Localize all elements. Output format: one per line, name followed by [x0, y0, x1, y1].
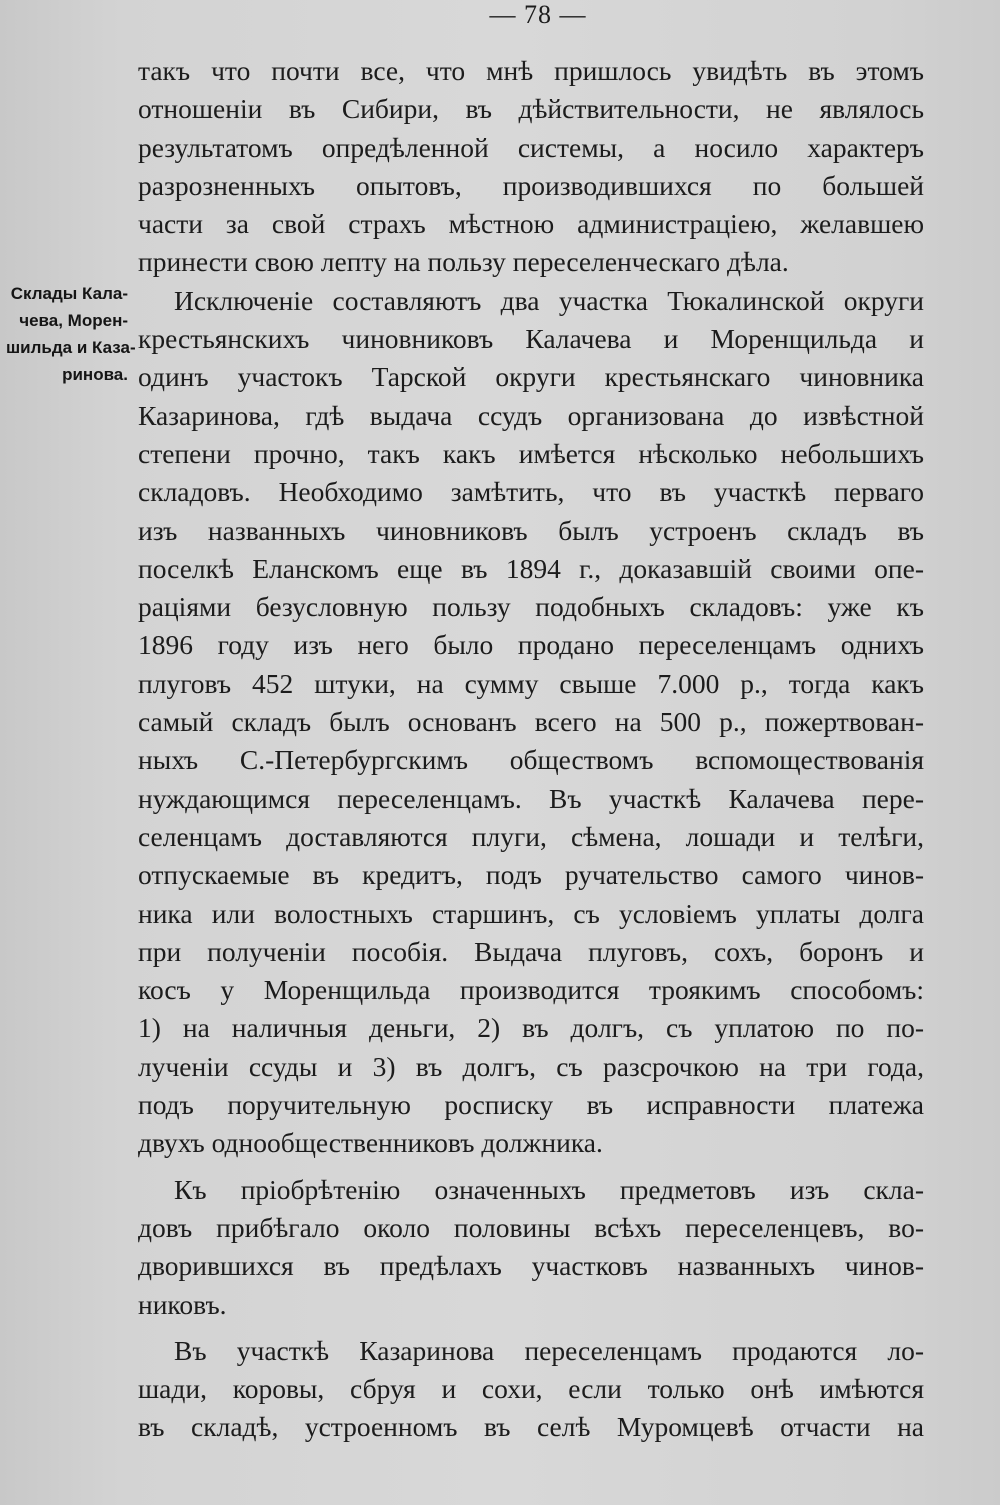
text-line: Къ пріобрѣтенію означенныхъ предметовъ изъ скла-	[174, 1173, 924, 1205]
margin-note-line: Склады Кала-	[10, 284, 128, 303]
text-line: одинъ участокъ Тарской округи крестьянскаго чиновника	[138, 361, 924, 393]
text-line: крестьянскихъ чиновниковъ Калачева и Моренщильда и	[138, 323, 924, 355]
paragraph	[138, 1332, 924, 1447]
text-line: довъ прибѣгало около половины всѣхъ переселенцевъ, во-	[138, 1211, 924, 1243]
text-line: ника или волостныхъ старшинъ, съ условіемъ уплаты долга	[138, 897, 924, 929]
text-line: въ складѣ, устроенномъ въ селѣ Муромцевѣ отчасти на	[138, 1411, 924, 1443]
text-line: принести свою лепту на пользу переселенческаго дѣла.	[138, 246, 789, 278]
text-line: селенцамъ доставляются плуги, сѣмена, лошади и телѣги,	[138, 820, 924, 852]
text-line: поселкѣ Еланскомъ еще въ 1894 г., доказавшій своими опе-	[138, 552, 924, 584]
text-line: части за свой страхъ мѣстною администраціею, желавшею	[138, 208, 924, 240]
text-line: раціями безусловную пользу подобныхъ складовъ: уже къ	[138, 591, 924, 623]
text-line: складовъ. Необходимо замѣтить, что въ участкѣ перваго	[138, 476, 924, 508]
paragraph	[138, 52, 924, 282]
text-line: при полученіи пособія. Выдача плуговъ, сохъ, боронъ и	[138, 935, 924, 967]
text-line: 1) на наличныя деньги, 2) въ долгъ, съ уплатою по по-	[138, 1012, 924, 1044]
text-line: отпускаемые въ кредитъ, подъ ручательство самого чинов-	[138, 859, 924, 891]
text-line: 1896 году изъ него было продано переселенцамъ однихъ	[138, 629, 924, 661]
text-line: Исключеніе составляютъ два участка Тюкалинской округи	[174, 284, 924, 316]
paragraph	[138, 282, 924, 1163]
text-line: такъ что почти все, что мнѣ пришлось увидѣть въ этомъ	[138, 55, 924, 86]
paragraph	[138, 1171, 924, 1324]
body-text	[138, 52, 924, 1447]
text-line: двухъ однообщественниковъ должника.	[138, 1127, 603, 1159]
margin-note-line: чева, Морен-	[19, 311, 128, 330]
text-line: разрозненныхъ опытовъ, производившихся по большей	[138, 169, 924, 201]
text-line: степени прочно, такъ какъ имѣется нѣсколько небольшихъ	[138, 437, 924, 469]
text-line: отношеніи въ Сибири, въ дѣйствительности, не являлось	[138, 93, 924, 125]
text-line: Казаринова, гдѣ выдача ссудъ организована до извѣстной	[138, 399, 924, 431]
paragraph-gap	[138, 1163, 924, 1171]
text-line: Въ участкѣ Казаринова переселенцамъ продаются ло-	[174, 1334, 924, 1366]
margin-note	[6, 280, 136, 388]
text-line: дворившихся въ предѣлахъ участковъ названныхъ чинов-	[138, 1250, 924, 1282]
text-line: лученіи ссуды и 3) въ долгъ, съ разсрочкою на три года,	[138, 1050, 924, 1082]
text-line: ныхъ С.-Петербургскимъ обществомъ вспомоществованія	[138, 744, 924, 776]
margin-note-line: шильда и Каза-	[6, 338, 136, 357]
paragraph-gap	[138, 1324, 924, 1332]
text-line: косъ у Моренщильда производится троякимъ способомъ:	[138, 974, 924, 1006]
text-line: плуговъ 452 штуки, на сумму свыше 7.000 р., тогда какъ	[138, 667, 924, 699]
text-line: изъ названныхъ чиновниковъ былъ устроенъ складъ въ	[138, 514, 924, 546]
text-line: нуждающимся переселенцамъ. Въ участкѣ Калачева пере-	[138, 782, 924, 814]
text-line: шади, коровы, сбруя и сохи, если только онѣ имѣются	[138, 1373, 924, 1405]
text-line: результатомъ опредѣленной системы, а носило характеръ	[138, 131, 924, 163]
text-line: никовъ.	[138, 1288, 227, 1320]
text-line: самый складъ былъ основанъ всего на 500 р., пожертвован-	[138, 706, 924, 738]
text-line: подъ поручительную росписку въ исправности платежа	[138, 1089, 924, 1121]
page-number: — 78 —	[489, 0, 587, 29]
margin-note-line: ринова.	[62, 365, 128, 384]
